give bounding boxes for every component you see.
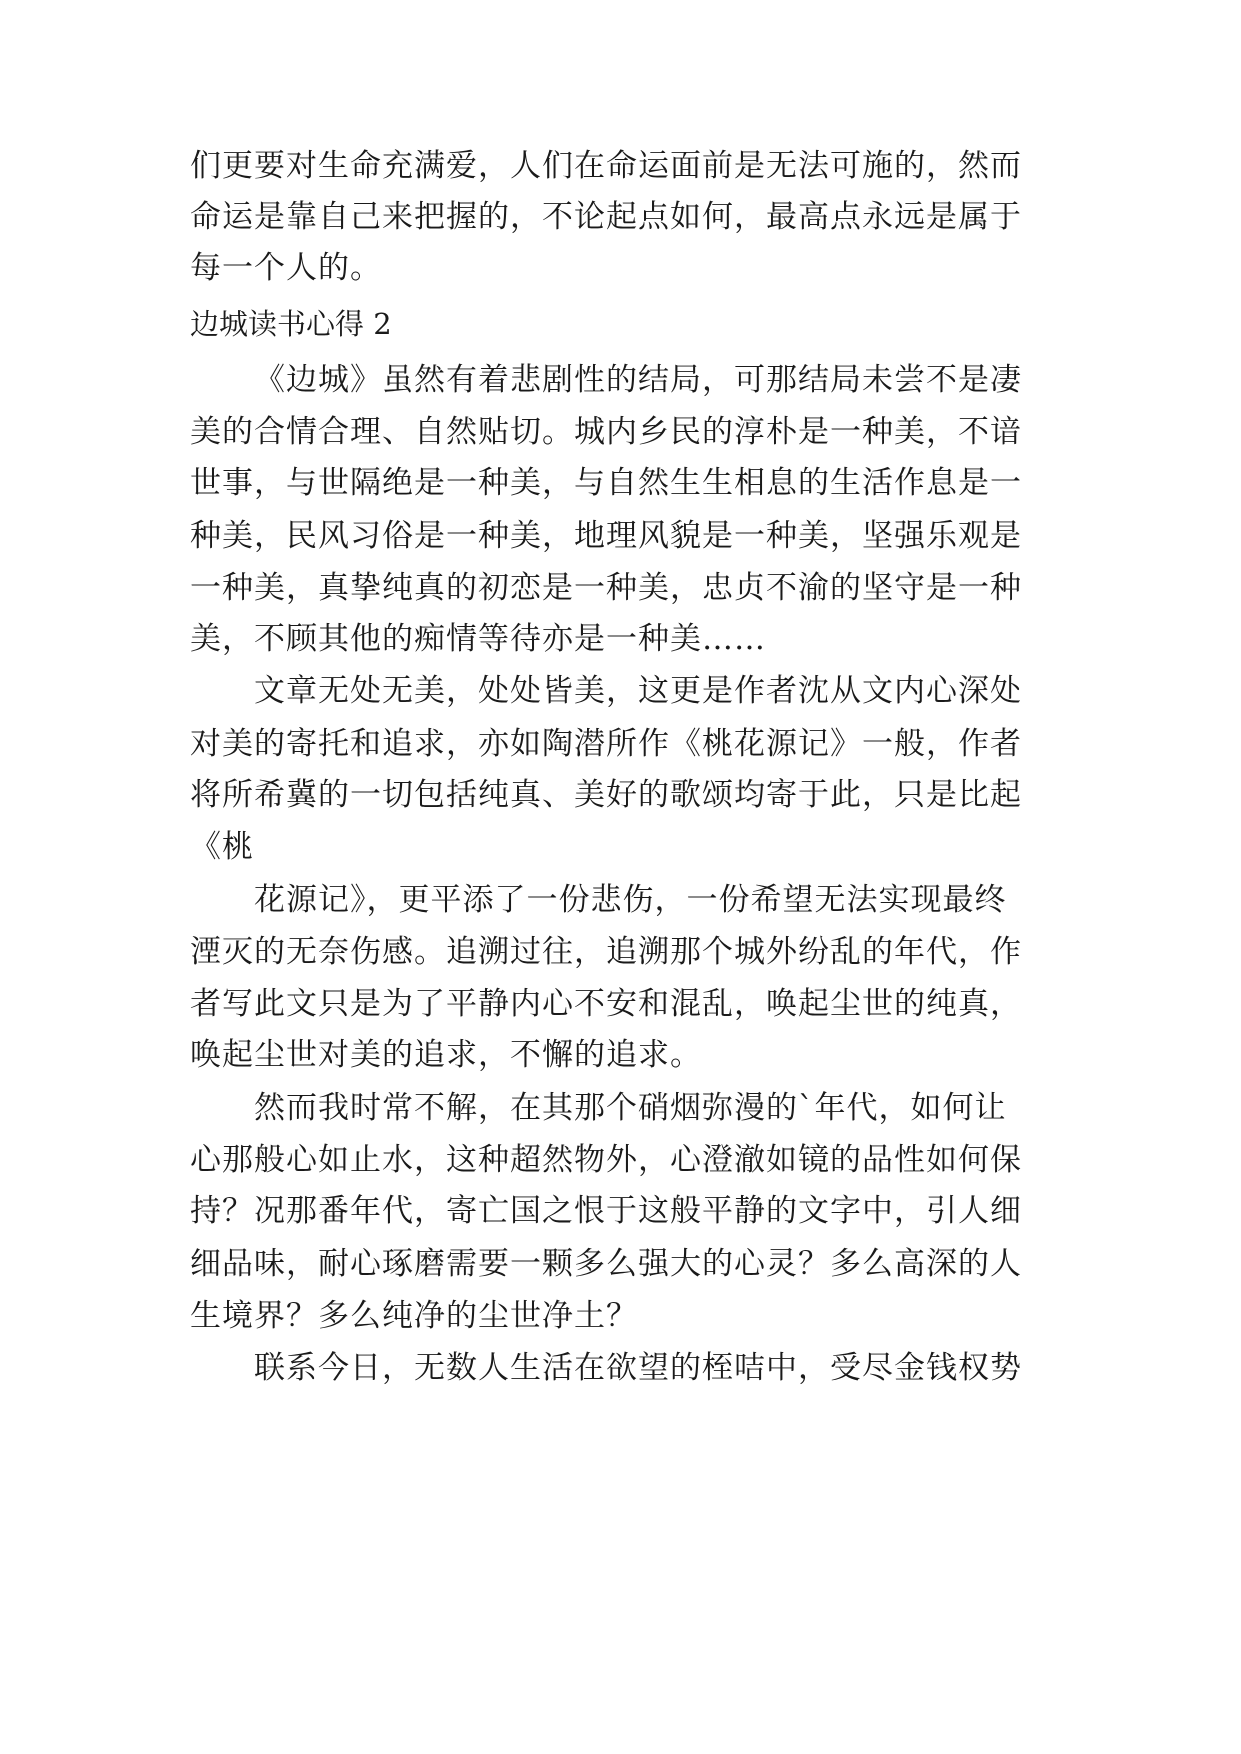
text-line: 联系今日，无数人生活在欲望的桎咭中，受尽金钱权势 — [254, 1350, 1022, 1386]
text-line: 湮灭的无奈伤感。追溯过往，追溯那个城外纷乱的年代，作 — [190, 934, 1022, 970]
text-line: 种美，民风习俗是一种美，地理风貌是一种美，坚强乐观是 — [190, 518, 1022, 554]
text-line: 然而我时常不解，在其那个硝烟弥漫的`年代，如何让 — [254, 1090, 1007, 1126]
text-line: 生境界？多么纯净的尘世净土？ — [190, 1298, 638, 1334]
text-line: 唤起尘世对美的追求，不懈的追求。 — [190, 1037, 702, 1073]
text-line: 们更要对生命充满爱，人们在命运面前是无法可施的，然而 — [190, 148, 1022, 184]
text-line: 《边城》虽然有着悲剧性的结局，可那结局未尝不是凄 — [254, 362, 1022, 398]
text-line: 每一个人的。 — [190, 250, 382, 286]
text-line: 持？况那番年代，寄亡国之恨于这般平静的文字中，引人细 — [190, 1193, 1022, 1229]
text-line: 细品味，耐心琢磨需要一颗多么强大的心灵？多么高深的人 — [190, 1246, 1022, 1282]
text-line: 《桃 — [190, 829, 254, 865]
section-heading: 边城读书心得 2 — [190, 307, 392, 341]
text-line: 命运是靠自己来把握的，不论起点如何，最高点永远是属于 — [190, 199, 1022, 235]
text-line: 美的合情合理、自然贴切。城内乡民的淳朴是一种美，不谙 — [190, 414, 1022, 450]
text-line: 者写此文只是为了平静内心不安和混乱，唤起尘世的纯真， — [190, 986, 1022, 1022]
text-line: 对美的寄托和追求，亦如陶潜所作《桃花源记》一般，作者 — [190, 726, 1022, 762]
text-line: 将所希冀的一切包括纯真、美好的歌颂均寄于此，只是比起 — [190, 777, 1022, 813]
text-line: 文章无处无美，处处皆美，这更是作者沈从文内心深处 — [254, 673, 1022, 709]
text-line: 花源记》，更平添了一份悲伤，一份希望无法实现最终 — [254, 882, 1007, 918]
text-line: 一种美，真挚纯真的初恋是一种美，忠贞不渝的坚守是一种 — [190, 570, 1022, 606]
text-line: 世事，与世隔绝是一种美，与自然生生相息的生活作息是一 — [190, 465, 1022, 501]
text-line: 美，不顾其他的痴情等待亦是一种美…… — [190, 621, 766, 657]
text-line: 心那般心如止水，这种超然物外，心澄澈如镜的品性如何保 — [190, 1142, 1022, 1178]
